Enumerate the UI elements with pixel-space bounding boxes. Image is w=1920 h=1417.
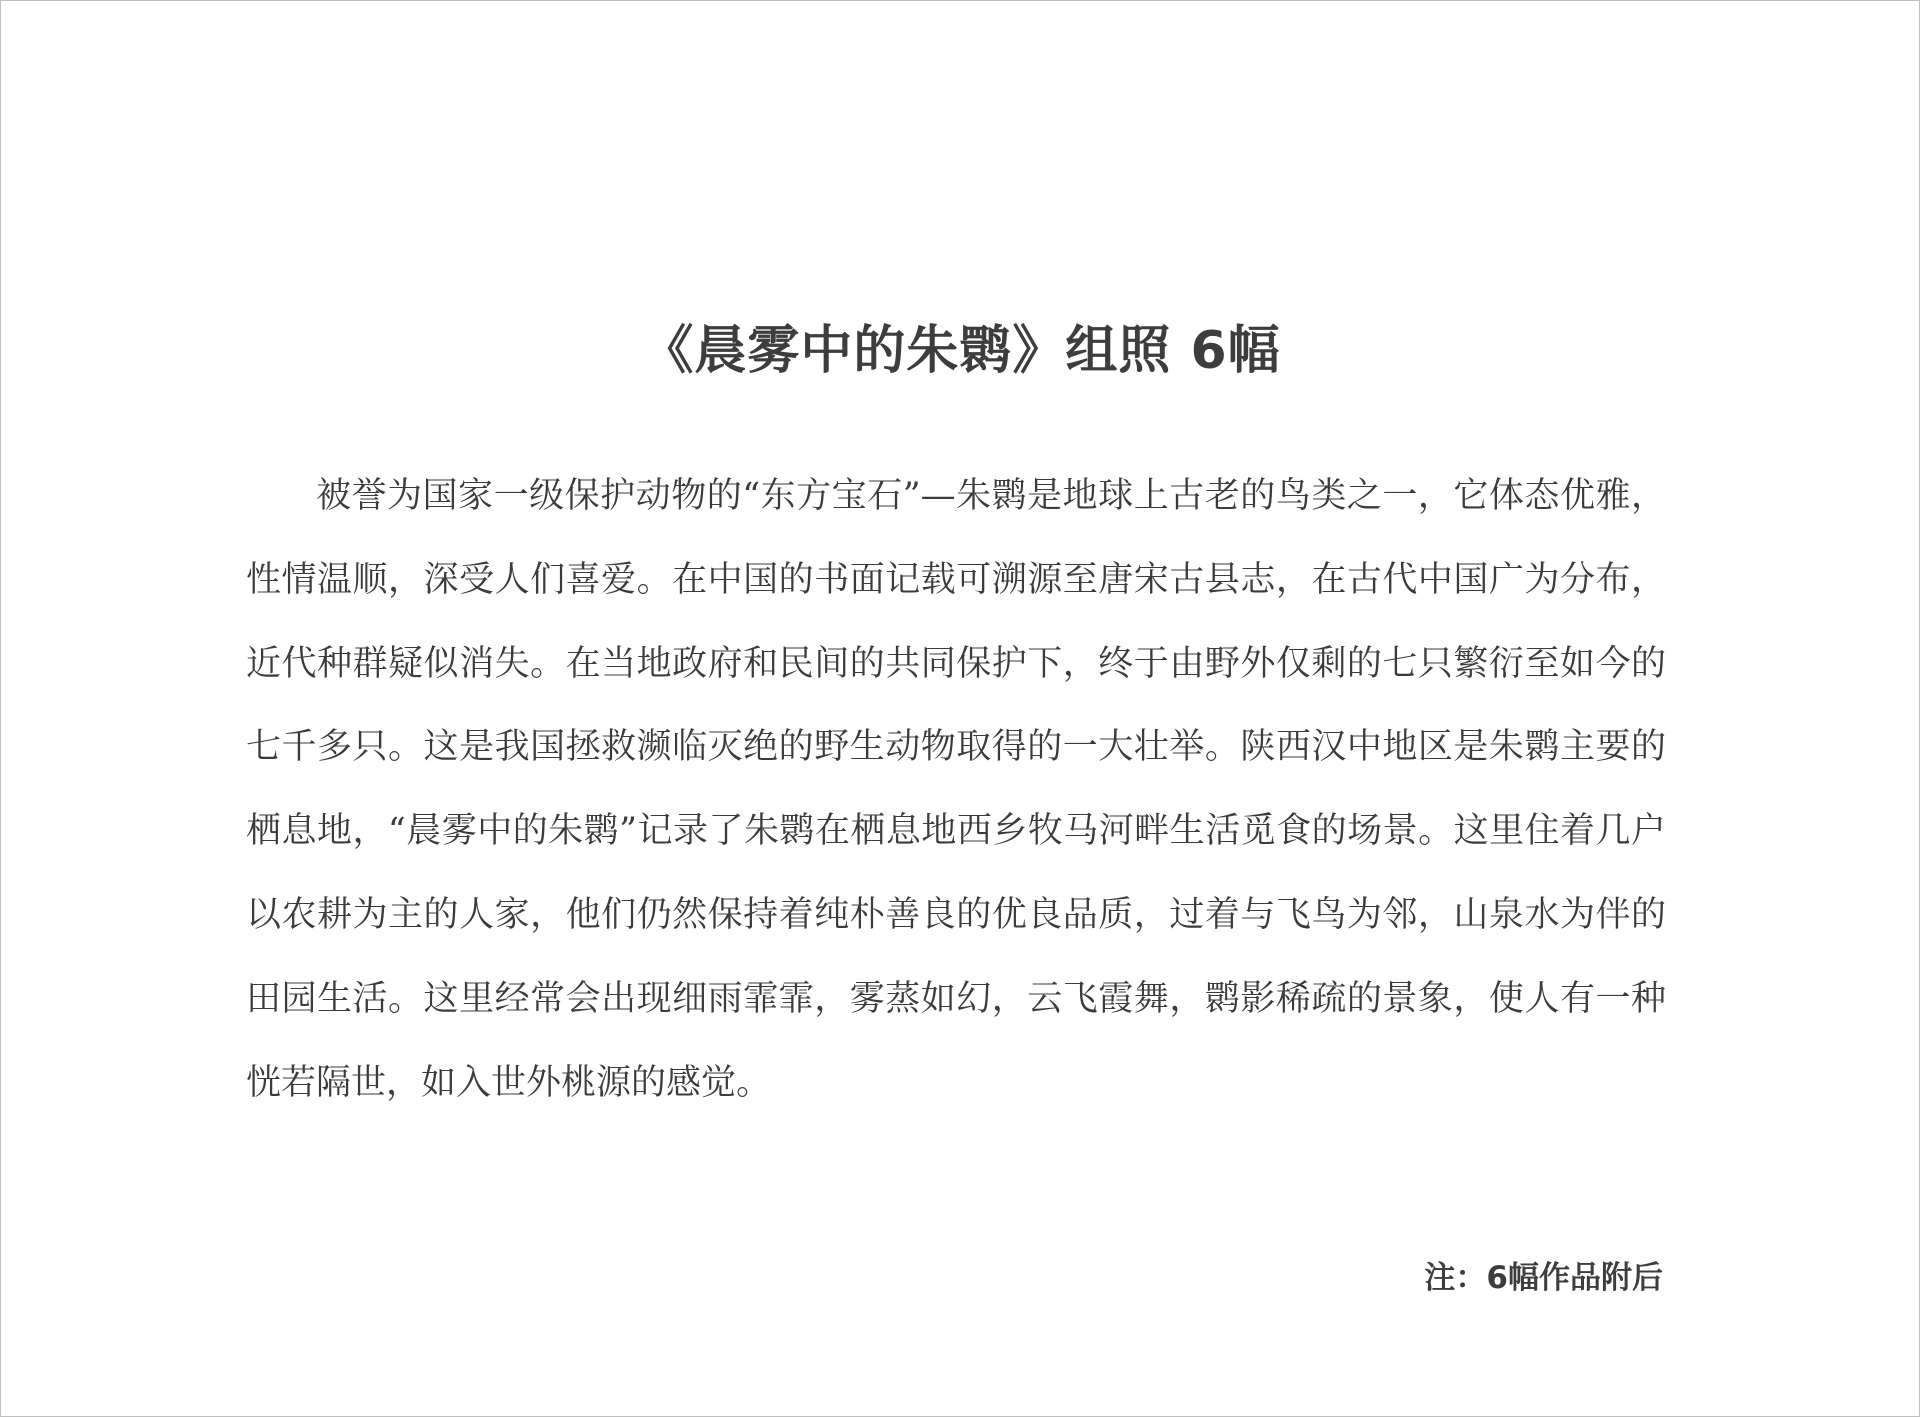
footnote: 注：6幅作品附后	[1424, 1260, 1663, 1296]
page-title: 《晨雾中的朱鹮》组照 6幅	[641, 321, 1281, 381]
body-paragraph: 被誉为国家一级保护动物的“东方宝石”—朱鹮是地球上古老的鸟类之一，它体态优雅，性情温顺，深受人们喜爱。在中国的书面记载可溯源至唐宋古县志，在古代中国广为分布，近代种群疑似消失。在当地政府和民间的共同保护下，终于由野外仅剩的七只繁衍至如今的七千多只。这是我国拯救濒临灭绝的野生动物取得的一大壮举。陕西汉中地区是朱鹮主要的栖息地，“晨雾中的朱鹮”记录了朱鹮在栖息地西乡牧马河畔生活觅食的场景。这里住着几户以农耕为主的人家，他们仍然保持着纯朴善良的优良品质，过着与飞鸟为邻，山泉水为伴的田园生活。这里经常会出现细雨霏霏，雾蒸如幻，云飞霞舞，鹮影稀疏的景象，使人有一种恍若隔世，如入世外桃源的感觉。	[246, 476, 1666, 1103]
